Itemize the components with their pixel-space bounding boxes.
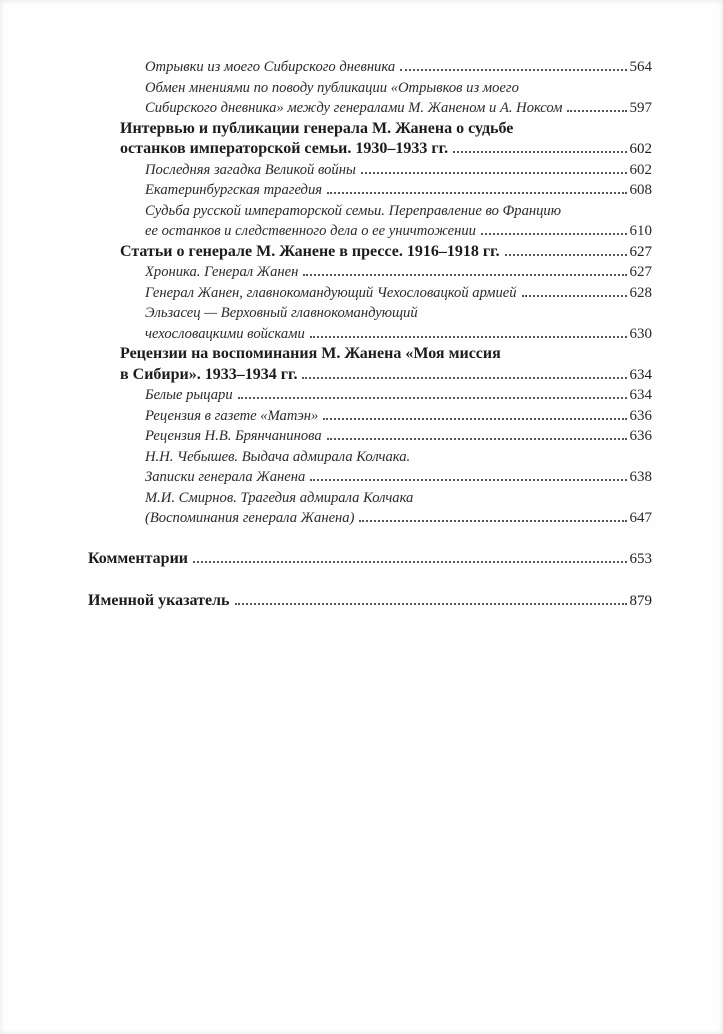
toc-entry-title: Комментарии	[88, 549, 189, 567]
page-number: 610	[629, 223, 652, 239]
toc-subentry[interactable]	[88, 180, 652, 201]
toc-entry-line	[145, 98, 652, 119]
toc-entry-line	[145, 467, 652, 488]
toc-entry-title: Белые рыцари	[145, 387, 233, 403]
toc-entry-title: М.И. Смирнов. Трагедия адмирала Колчака	[145, 489, 414, 506]
dot-leader	[481, 233, 627, 235]
page-number: 564	[629, 59, 652, 75]
toc-subentry[interactable]	[88, 303, 652, 344]
toc-entry-title: Судьба русской императорской семьи. Переправление во Францию	[145, 202, 561, 219]
page-number: 602	[629, 161, 652, 178]
page-number: 634	[629, 387, 652, 403]
toc-subentry[interactable]	[88, 283, 652, 304]
toc-entry-line	[88, 549, 652, 570]
page-number: 647	[629, 510, 652, 526]
page-number: 638	[629, 469, 652, 485]
toc-entry-title: Рецензии на воспоминания М. Жанена «Моя миссия	[120, 345, 501, 362]
toc-entry-title: останков императорской семьи. 1930–1933 гг.	[120, 140, 449, 157]
toc-entry-title: Рецензия в газете «Матэн»	[145, 407, 319, 424]
dot-leader	[193, 561, 626, 563]
toc-entry-line	[145, 160, 652, 181]
page-number: 636	[629, 407, 652, 424]
toc-entry-line	[145, 201, 652, 222]
toc-entry-title: Статьи о генерале М. Жанене в прессе. 1916–1918 гг.	[120, 242, 500, 260]
dot-leader	[522, 295, 627, 297]
toc-entry-title: ее останков и следственного дела о ее уничтожении	[145, 223, 476, 239]
toc-entry-line	[120, 242, 652, 263]
toc-entry-title: Н.Н. Чебышев. Выдача адмирала Колчака.	[145, 448, 411, 465]
dot-leader	[238, 397, 627, 399]
toc-entry-line	[145, 303, 652, 324]
dot-leader	[323, 418, 626, 420]
toc-entry[interactable]	[88, 549, 652, 570]
toc-entry-title: Записки генерала Жанена	[145, 469, 306, 485]
toc-subentry[interactable]	[88, 385, 652, 406]
page-number: 879	[629, 593, 652, 609]
toc-entry-line	[120, 344, 652, 365]
toc-entry-title: Екатеринбургская трагедия	[145, 182, 323, 198]
toc-entry-title: чехословацкими войсками	[145, 325, 305, 342]
toc-entry[interactable]	[88, 591, 652, 612]
dot-leader	[327, 192, 626, 194]
page-number: 627	[629, 243, 652, 260]
toc-entry-line	[145, 508, 652, 529]
dot-leader	[567, 110, 626, 112]
toc-entry-line	[145, 426, 652, 447]
table-of-contents	[88, 57, 652, 612]
toc-entry[interactable]	[88, 119, 652, 160]
toc-subentry[interactable]	[88, 78, 652, 119]
toc-entry-title: Обмен мнениями по поводу публикации «Отрывков из моего	[145, 79, 519, 96]
toc-entry-line	[145, 78, 652, 99]
toc-subentry[interactable]	[88, 488, 652, 529]
toc-entry-line	[145, 406, 652, 427]
toc-entry-line	[88, 591, 652, 612]
page-number: 630	[629, 325, 652, 342]
dot-leader	[361, 172, 627, 174]
toc-subentry[interactable]	[88, 160, 652, 181]
toc-entry-title: Интервью и публикации генерала М. Жанена о судьбе	[120, 119, 514, 137]
toc-entry-title: Генерал Жанен, главнокомандующий Чехословацкой армией	[145, 284, 517, 301]
dot-leader	[302, 377, 626, 379]
page-number: 653	[629, 550, 652, 567]
toc-entry-line	[120, 119, 652, 140]
toc-entry-line	[145, 283, 652, 304]
toc-entry-title: Хроника. Генерал Жанен	[145, 264, 299, 280]
toc-entry-title: Именной указатель	[88, 592, 230, 609]
page-number: 602	[629, 141, 652, 157]
page-number: 628	[629, 284, 652, 301]
page-number: 636	[629, 428, 652, 444]
dot-leader	[505, 254, 627, 256]
toc-entry-line	[145, 180, 652, 201]
dot-leader	[303, 274, 626, 276]
page-number: 627	[629, 264, 652, 280]
toc-subentry[interactable]	[88, 447, 652, 488]
page-number: 597	[629, 100, 652, 116]
toc-entry[interactable]	[88, 344, 652, 385]
toc-subentry[interactable]	[88, 201, 652, 242]
toc-entry-line	[120, 139, 652, 160]
dot-leader	[453, 151, 626, 153]
dot-leader	[310, 336, 627, 338]
dot-leader	[235, 603, 627, 605]
toc-entry-title: Эльзасец — Верховный главнокомандующий	[145, 305, 418, 321]
dot-leader	[327, 438, 627, 440]
toc-entry[interactable]	[88, 242, 652, 263]
toc-entry-title: в Сибири». 1933–1934 гг.	[120, 365, 298, 383]
toc-subentry[interactable]	[88, 426, 652, 447]
toc-subentry[interactable]	[88, 406, 652, 427]
toc-entry-line	[145, 221, 652, 242]
toc-entry-line	[145, 262, 652, 283]
toc-entry-line	[145, 57, 652, 78]
toc-entry-line	[145, 447, 652, 468]
dot-leader	[310, 479, 626, 481]
toc-entry-title: Сибирского дневника» между генералами М. Жаненом и А. Ноксом	[145, 100, 563, 116]
toc-entry-title: Отрывки из моего Сибирского дневника	[145, 59, 396, 75]
toc-subentry[interactable]	[88, 262, 652, 283]
toc-entry-title: (Воспоминания генерала Жанена)	[145, 510, 355, 526]
dot-leader	[359, 520, 626, 522]
toc-entry-line	[145, 324, 652, 345]
page-number: 608	[629, 182, 652, 198]
page-number: 634	[629, 366, 652, 383]
dot-leader	[400, 69, 626, 71]
toc-entry-title: Последняя загадка Великой войны	[145, 161, 356, 178]
toc-entry-line	[120, 365, 652, 386]
toc-entry-title: Рецензия Н.В. Брянчанинова	[145, 428, 322, 444]
toc-entry-line	[145, 488, 652, 509]
toc-subentry[interactable]	[88, 57, 652, 78]
toc-entry-line	[145, 385, 652, 406]
